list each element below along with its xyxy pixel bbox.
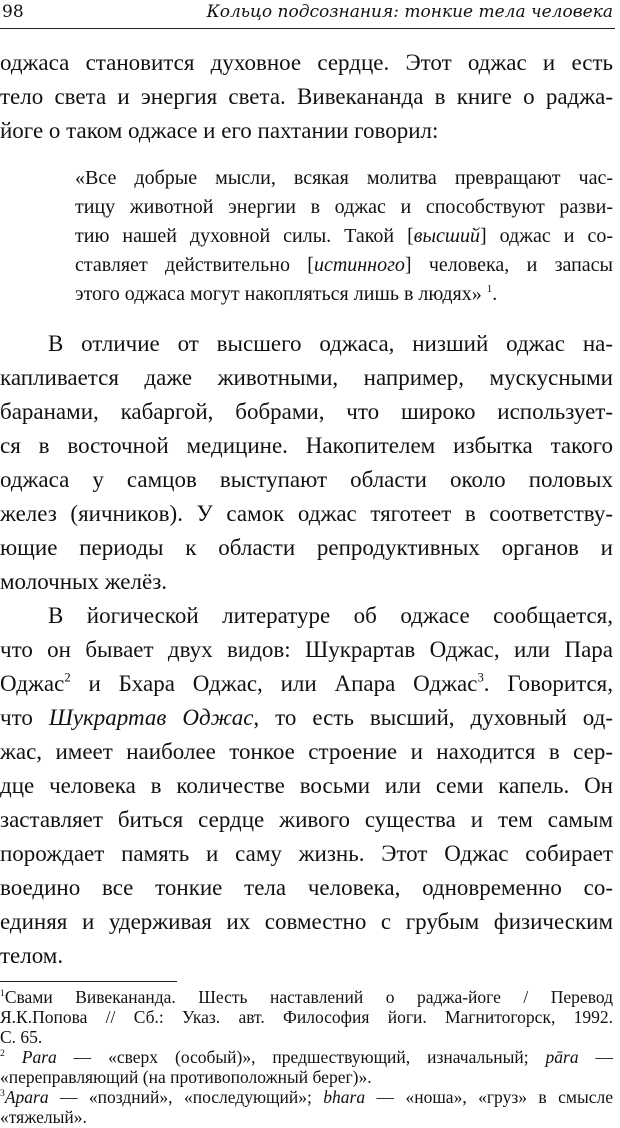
footnote-line: Я.К.Попова // Сб.: Указ. авт. Философия йоги. Магнитогорск, 1992. xyxy=(0,1007,613,1027)
term-italic: pāra xyxy=(545,1047,579,1067)
body-line: молочных желёз. xyxy=(0,569,168,594)
body-line: желез (яичников). У самок оджас тяготеет в соответству- xyxy=(0,501,613,526)
quote-line: тию нашей духовной силы. Такой [высший] оджас и со- xyxy=(75,225,613,247)
footnote-number: 3 xyxy=(0,1087,5,1099)
body-line: капливается даже животными, например, мускусными xyxy=(0,365,613,390)
body-line: порождает память и саму жизнь. Этот Оджас собирает xyxy=(0,841,613,866)
body-line: баранами, кабаргой, бобрами, что широко использует- xyxy=(0,399,613,424)
term-italic: Para xyxy=(21,1047,57,1067)
footnote-line: $^3$Apara — «поздний», «последующий»; bhara — «ноша», «груз» в смысле xyxy=(0,1087,613,1107)
footnote-line: $^2$ Para — «сверх (особый)», предшествующий, изначальный; pāra — xyxy=(0,1047,614,1067)
term-italic: Apara xyxy=(4,1087,49,1107)
quote-line: тицу животной энергии в оджас и способствуют разви- xyxy=(75,196,613,218)
quote-italic: высший xyxy=(413,225,480,247)
body-line: заставляет биться сердце живого существа и тем самым xyxy=(0,807,613,832)
quote-line: ставляет действительно [истинного] человека, и запасы xyxy=(75,254,613,276)
quote-italic: истинного xyxy=(313,254,405,276)
body-line: единяя и удерживая их совместно с грубым физическим xyxy=(0,909,613,934)
quote-line: «Все добрые мысли, всякая молитва превращают час- xyxy=(75,167,613,189)
footnote-ref: 1 xyxy=(486,282,493,295)
footnote-ref: 3 xyxy=(477,670,484,685)
body-line: тело света и энергия света. Вивекананда в книге о раджа- xyxy=(0,84,613,109)
body-line: дце человека в количестве восьми или семи капель. Он xyxy=(0,773,613,798)
footnote-number: 1 xyxy=(0,987,5,999)
body-line: что Шукрартав Оджас, то есть высший, духовный од- xyxy=(0,705,613,730)
body-line: жас, имеет наиболее тонкое строение и находится в сер- xyxy=(0,739,613,764)
body-line: ющие периоды к области репродуктивных органов и xyxy=(0,535,613,560)
footnote-line: «тяжелый». xyxy=(0,1107,87,1127)
body-line: йоге о таком оджасе и его пахтании говорил: xyxy=(0,118,439,143)
footnote-line: С. 65. xyxy=(0,1027,43,1047)
body-line: что он бывает двух видов: Шукрартав Оджас, или Пара xyxy=(0,637,613,662)
body-line: В йогической литературе об оджасе сообщается, xyxy=(48,603,613,628)
body-line: оджаса становится духовное сердце. Этот оджас и есть xyxy=(0,50,613,75)
body-line: телом. xyxy=(0,943,64,968)
body-line: Оджас$^2$ и Бхара Оджас, или Апара Оджас$^3$. Говорится, xyxy=(0,670,613,696)
term-italic: bhara xyxy=(323,1087,366,1107)
page-number: 98 xyxy=(2,2,24,22)
quote-line: этого оджаса могут накопляться лишь в людях» $^1$. xyxy=(75,282,498,305)
footnote-line: $^1$Свами Вивекананда. Шесть наставлений о раджа-йоге / Перевод xyxy=(0,987,613,1007)
body-line: ся в восточной медицине. Накопителем избытка такого xyxy=(0,433,613,458)
body-line: оджаса у самцов выступают области около половых xyxy=(0,467,613,492)
body-line: воедино все тонкие тела человека, одновременно со- xyxy=(0,875,613,900)
footnote-ref: 2 xyxy=(64,670,71,685)
footnote-number: 2 xyxy=(0,1047,5,1059)
running-title: Кольцо подсознания: тонкие тела человека xyxy=(206,2,613,22)
body-italic: Шукрартав Оджас xyxy=(48,705,254,730)
footnote-line: «переправляющий (на противоположный берег)». xyxy=(0,1067,372,1087)
body-line: В отличие от высшего оджаса, низший оджас на- xyxy=(48,331,613,356)
